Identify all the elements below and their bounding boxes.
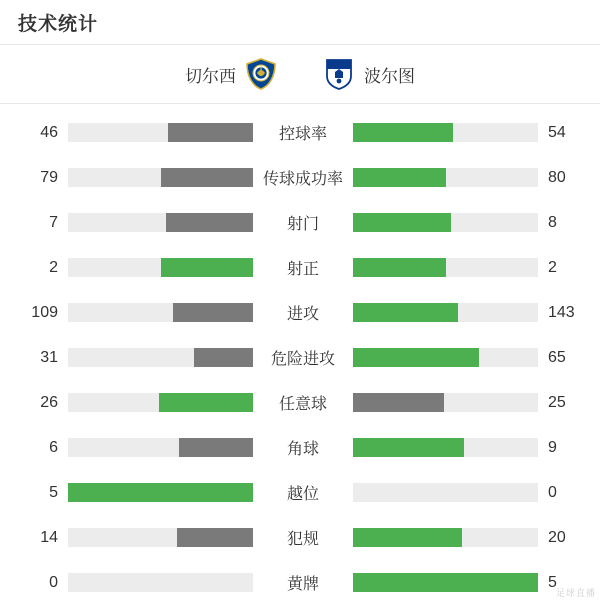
away-bar-track [353, 213, 538, 232]
away-bar-track [353, 393, 538, 412]
stat-row [0, 470, 600, 515]
stat-row [0, 425, 600, 470]
footer-note: 足球直播 [555, 588, 596, 598]
stat-row [0, 515, 600, 560]
home-bar-track [68, 123, 253, 142]
away-value: 54 [548, 123, 566, 141]
away-bar-track [353, 438, 538, 457]
away-bar-fill [353, 258, 446, 277]
home-bar-fill [161, 168, 254, 187]
stat-label: 控球率 [278, 126, 327, 143]
away-value: 65 [548, 348, 566, 366]
home-value: 109 [31, 303, 58, 321]
home-value: 5 [49, 483, 58, 501]
stat-label: 角球 [286, 441, 319, 458]
home-bar-fill [194, 348, 253, 367]
away-bar-fill [353, 438, 464, 457]
stat-row [0, 245, 600, 290]
stat-label: 黄牌 [286, 576, 319, 593]
away-bar-fill [353, 573, 538, 592]
home-value: 26 [40, 393, 58, 411]
away-value: 5 [548, 573, 557, 591]
stat-label: 犯规 [286, 531, 319, 548]
away-bar-track [353, 258, 538, 277]
page-title: 技术统计 [18, 13, 99, 35]
home-value: 31 [40, 348, 58, 366]
home-bar-track [68, 393, 253, 412]
header [0, 0, 600, 44]
away-bar-fill [353, 213, 451, 232]
away-bar-fill [353, 528, 462, 547]
stat-row [0, 335, 600, 380]
stat-row [0, 560, 600, 605]
away-bar-track [353, 123, 538, 142]
stat-row [0, 155, 600, 200]
stat-row [0, 380, 600, 425]
away-value: 2 [548, 258, 557, 276]
stat-row [0, 110, 600, 155]
away-value: 20 [548, 528, 566, 546]
home-value: 14 [40, 528, 58, 546]
away-value: 143 [548, 303, 575, 321]
home-bar-fill [168, 123, 253, 142]
away-bar-fill [353, 123, 453, 142]
home-bar-fill [68, 483, 253, 502]
home-bar-track [68, 528, 253, 547]
home-bar-track [68, 258, 253, 277]
home-team-name: 切尔西 [185, 66, 236, 86]
away-bar-track [353, 348, 538, 367]
home-bar-track [68, 573, 253, 592]
home-value: 2 [49, 258, 58, 276]
away-bar-track [353, 168, 538, 187]
away-bar-fill [353, 303, 458, 322]
home-bar-track [68, 348, 253, 367]
away-bar-fill [353, 348, 479, 367]
home-value: 0 [49, 573, 58, 591]
stat-row [0, 200, 600, 245]
home-bar-fill [166, 213, 253, 232]
away-value: 9 [548, 438, 557, 456]
home-value: 46 [40, 123, 58, 141]
away-bar-fill [353, 168, 446, 187]
away-team-name: 波尔图 [364, 66, 415, 86]
home-value: 79 [40, 168, 58, 186]
away-value: 0 [548, 483, 557, 501]
away-bar-track [353, 303, 538, 322]
home-bar-fill [177, 528, 253, 547]
home-bar-fill [159, 393, 253, 412]
away-value: 8 [548, 213, 557, 231]
away-bar-fill [353, 393, 444, 412]
away-team [300, 57, 530, 91]
away-value: 25 [548, 393, 566, 411]
home-bar-track [68, 213, 253, 232]
home-bar-fill [173, 303, 253, 322]
home-bar-track [68, 438, 253, 457]
stat-label: 传球成功率 [262, 171, 343, 188]
away-bar-track [353, 483, 538, 502]
away-bar-track [353, 528, 538, 547]
home-bar-fill [161, 258, 254, 277]
stat-label: 射正 [286, 261, 319, 278]
stat-label: 进攻 [286, 306, 319, 323]
home-value: 7 [49, 213, 58, 231]
chelsea-crest-icon [244, 57, 278, 91]
home-team [70, 57, 300, 91]
home-value: 6 [49, 438, 58, 456]
home-bar-track [68, 303, 253, 322]
stats-list [0, 104, 600, 605]
stat-label: 射门 [286, 216, 319, 233]
stat-row [0, 290, 600, 335]
away-bar-track [353, 573, 538, 592]
teams-header [0, 45, 600, 103]
home-bar-track [68, 168, 253, 187]
stat-label: 任意球 [278, 396, 327, 413]
stat-label: 危险进攻 [270, 351, 335, 368]
away-value: 80 [548, 168, 566, 186]
home-bar-track [68, 483, 253, 502]
stat-label: 越位 [286, 486, 319, 503]
porto-crest-icon [322, 57, 356, 91]
home-bar-fill [179, 438, 253, 457]
